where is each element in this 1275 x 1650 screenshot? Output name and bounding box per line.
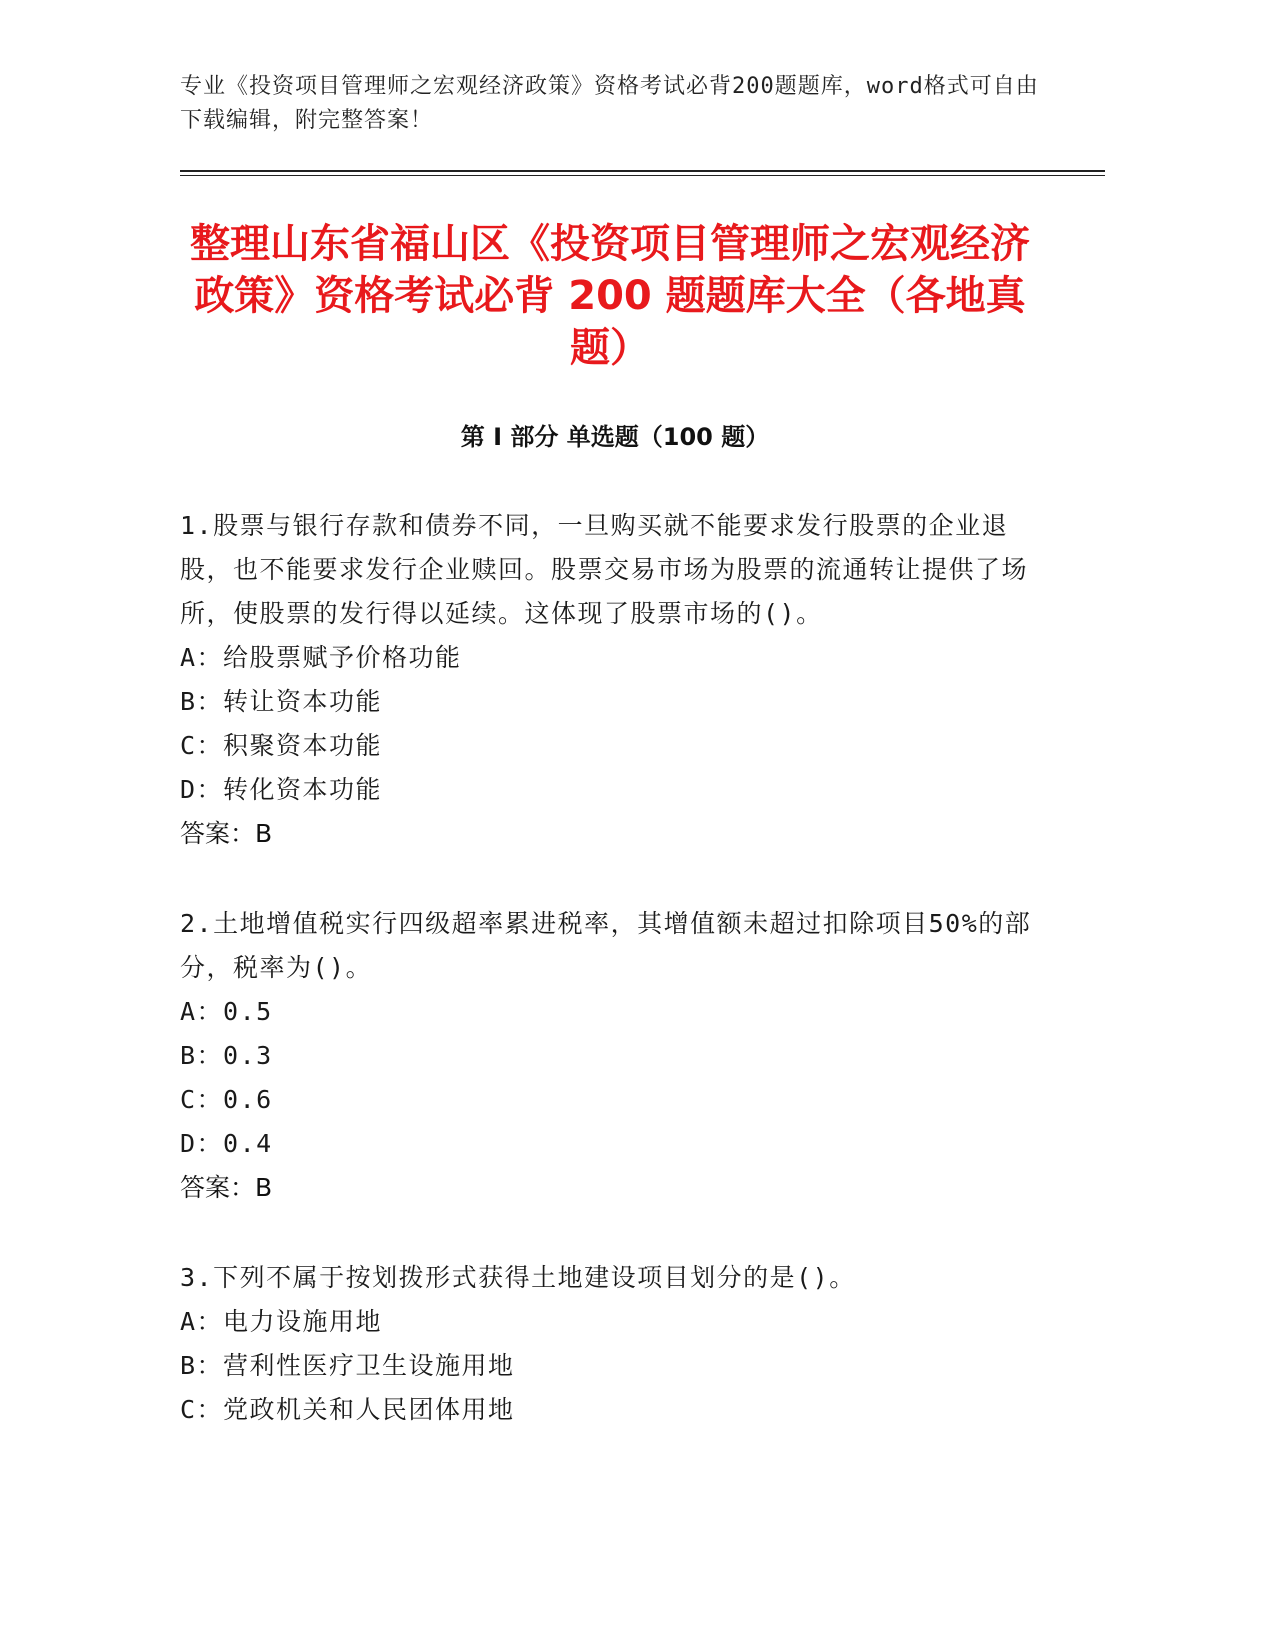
question-stem: 1.股票与银行存款和债券不同，一旦购买就不能要求发行股票的企业退股，也不能要求发行企业赎回。股票交易市场为股票的流通转让提供了场所，使股票的发行得以延续。这体现了股票市场的()。 <box>180 511 1029 628</box>
option-a: A：给股票赋予价格功能 <box>180 643 462 672</box>
option-c: C：0.6 <box>180 1085 273 1114</box>
option-b: B：营利性医疗卫生设施用地 <box>180 1351 515 1380</box>
question-1 <box>180 504 1050 856</box>
option-a: A：0.5 <box>180 997 273 1026</box>
option-b: B：转让资本功能 <box>180 687 383 716</box>
question-list <box>180 504 1050 1478</box>
option-a: A：电力设施用地 <box>180 1307 383 1336</box>
option-c: C：党政机关和人民团体用地 <box>180 1395 515 1424</box>
option-d: D：0.4 <box>180 1129 273 1158</box>
question-stem: 2.土地增值税实行四级超率累进税率，其增值额未超过扣除项目50%的部分，税率为()。 <box>180 909 1032 982</box>
option-d: D：转化资本功能 <box>180 775 383 804</box>
answer: 答案：B <box>180 1173 273 1202</box>
answer: 答案：B <box>180 819 273 848</box>
header-rule-thin <box>180 175 1105 176</box>
section-heading: 第 I 部分 单选题（100 题） <box>460 423 770 451</box>
option-b: B：0.3 <box>180 1041 273 1070</box>
question-stem: 3.下列不属于按划拨形式获得土地建设项目划分的是()。 <box>180 1263 856 1292</box>
document-title: 整理山东省福山区《投资项目管理师之宏观经济政策》资格考试必背 200 题题库大全（各地真题） <box>190 221 1030 371</box>
header-rule-thick <box>180 170 1105 172</box>
header-note: 专业《投资项目管理师之宏观经济政策》资格考试必背200题题库，word格式可自由下载编辑，附完整答案！ <box>180 74 1039 133</box>
option-c: C：积聚资本功能 <box>180 731 383 760</box>
question-2 <box>180 902 1050 1210</box>
question-3 <box>180 1256 1050 1432</box>
